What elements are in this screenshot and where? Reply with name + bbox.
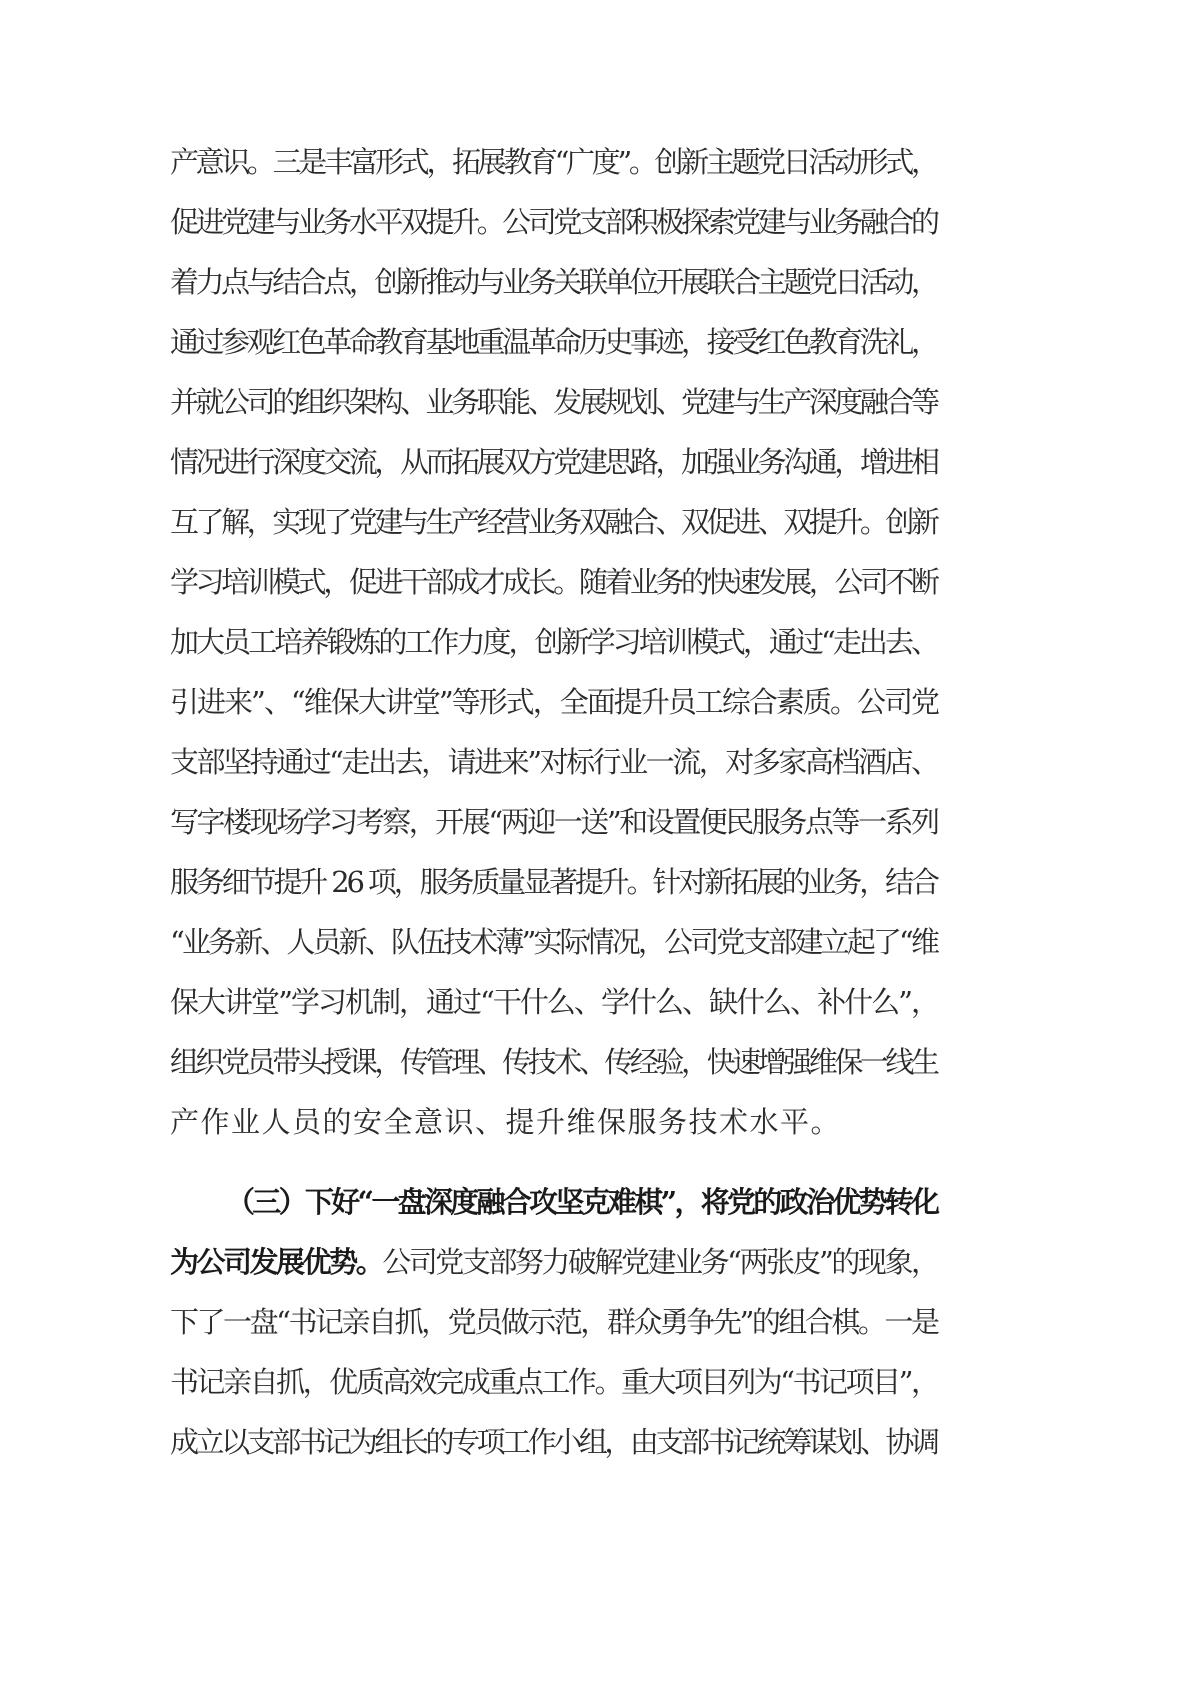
paragraph-line [0,256,1190,308]
line-text: 支部坚持通过“走出去，请进来”对标行业一流，对多家高档酒店、 [170,745,938,779]
line-text: 引进来”、“维保大讲堂”等形式，全面提升员工综合素质。公司党 [170,685,939,719]
line-text: 学习培训模式，促进干部成才成长。随着业务的快速发展，公司不断 [170,565,937,599]
line-text: 服务细节提升 26 项，服务质量显著提升。针对新拓展的业务，结合 [170,865,937,899]
paragraph-line [0,916,1190,968]
line-text: 公司党支部努力破解党建业务“两张皮”的现象， [382,1245,938,1279]
section-heading-line-2 [0,1236,1190,1288]
paragraph-line [0,856,1190,908]
paragraph-line [0,196,1190,248]
line-text: 促进党建与业务水平双提升。公司党支部积极探索党建与业务融合的 [170,205,937,239]
line-text: 成立以支部书记为组长的专项工作小组，由支部书记统筹谋划、协调 [170,1425,937,1459]
line-text: 情况进行深度交流，从而拓展双方党建思路，加强业务沟通，增进相 [170,445,937,479]
line-text: 组织党员带头授课，传管理、传技术、传经验，快速增强维保一线生 [170,1045,937,1079]
paragraph-line [0,976,1190,1028]
paragraph-line [0,616,1190,668]
paragraph-line [0,1356,1190,1408]
paragraph-line [0,676,1190,728]
paragraph-line [0,1416,1190,1468]
line-text: 书记亲自抓，优质高效完成重点工作。重大项目列为“书记项目”， [170,1365,938,1399]
line-text: 着力点与结合点，创新推动与业务关联单位开展联合主题党日活动， [170,265,937,299]
line-text: 并就公司的组织架构、业务职能、发展规划、党建与生产深度融合等 [170,385,937,419]
line-text: 下了一盘“书记亲自抓，党员做示范，群众勇争先”的组合棋。一是 [170,1305,938,1339]
paragraph-line [0,496,1190,548]
line-text: 互了解，实现了党建与生产经营业务双融合、双促进、双提升。创新 [170,505,937,539]
line-text: 加大员工培养锻炼的工作力度，创新学习培训模式，通过“走出去、 [170,625,938,659]
line-text: 保大讲堂”学习机制，通过“干什么、学什么、缺什么、补什么”， [170,985,939,1019]
line-text: 写字楼现场学习考察，开展“两迎一送”和设置便民服务点等一系列 [170,805,938,839]
paragraph-line-last [0,1096,1190,1148]
paragraph-line [0,316,1190,368]
paragraph-line [0,736,1190,788]
line-text: 产作业人员的安全意识、提升维保服务技术水平。 [170,1105,842,1139]
section-heading-line [0,1176,1190,1228]
section-heading: （三）下好“一盘深度融合攻坚克难棋”，将党的政治优势转化 [226,1185,938,1219]
paragraph-line [0,1036,1190,1088]
line-text: 通过参观红色革命教育基地重温革命历史事迹，接受红色教育洗礼， [170,325,937,359]
paragraph-line [0,376,1190,428]
section-heading-continued: 为公司发展优势。 [170,1245,383,1279]
paragraph-line [0,1296,1190,1348]
paragraph-line [0,436,1190,488]
paragraph-line [0,796,1190,848]
line-text-mixed [170,1236,938,1288]
line-text: “业务新、人员新、队伍技术薄”实际情况，公司党支部建立起了“维 [170,925,938,959]
paragraph-line [0,136,1190,188]
paragraph-line [0,556,1190,608]
line-text: 产意识。三是丰富形式，拓展教育“广度”。创新主题党日活动形式， [170,145,937,179]
